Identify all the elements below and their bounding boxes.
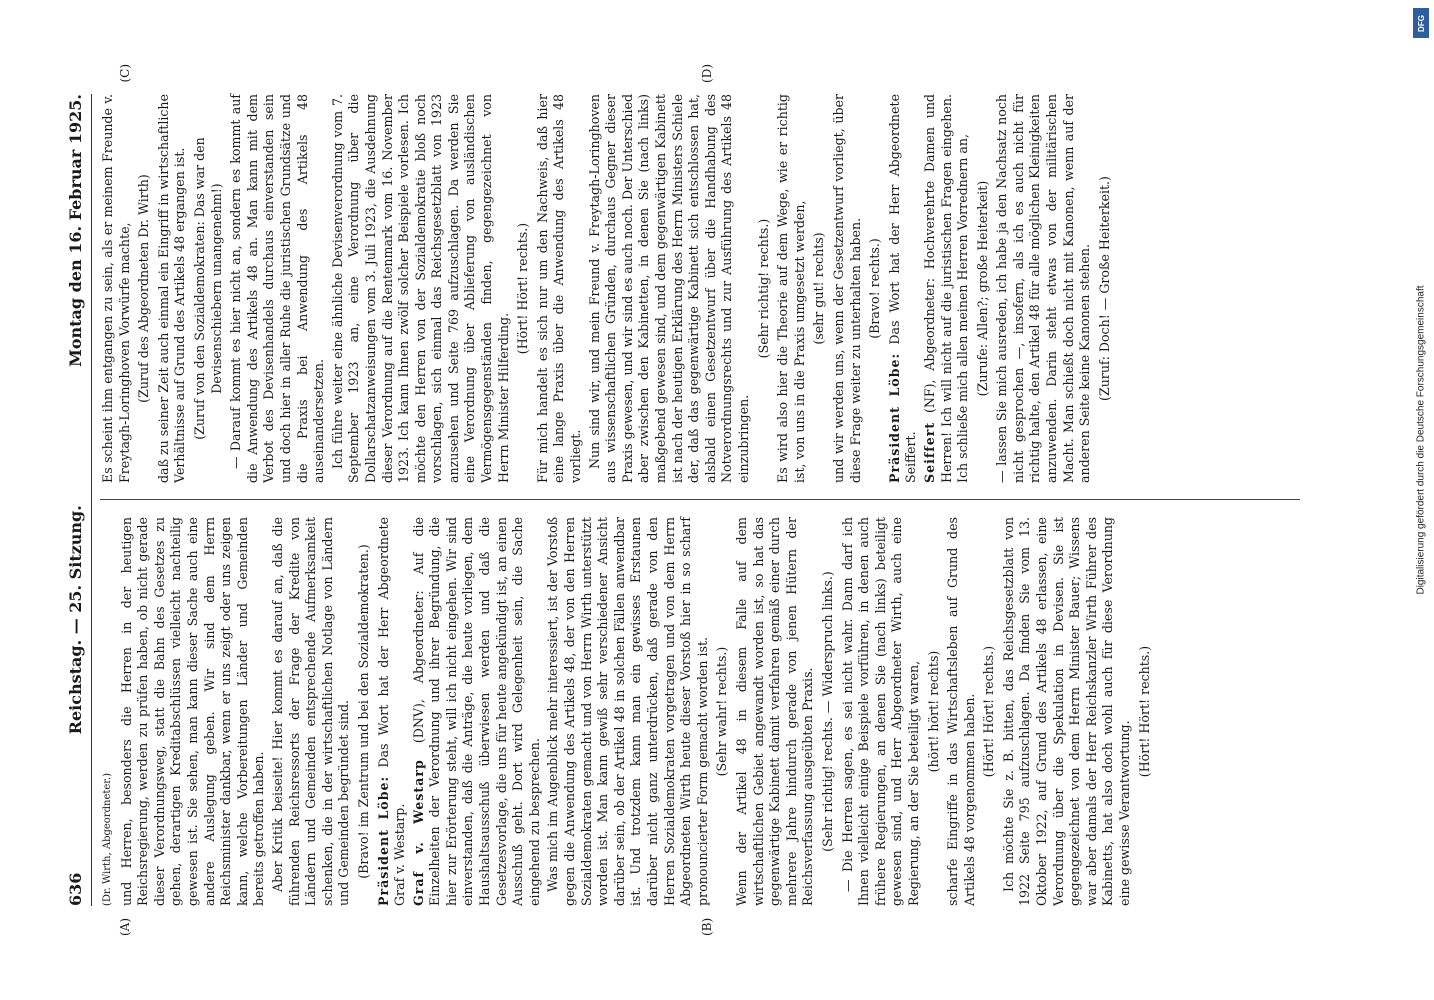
interjection: (Zuruf von den Sozialdemokraten: Das war den Devisenschiebern unangenehm!) — [191, 137, 224, 440]
interjection: (Bravo! rechts.) — [867, 238, 883, 339]
speaker-text: (NF), Abgeordneter: Hochverehrte Damen und Herren! Ich will nicht auf die juristischen Fragen eingehen. Ich schließe mich allen meinen Herren Vorrednern an, — [921, 94, 971, 483]
speaker-name: Seiffert — [921, 421, 937, 483]
digitization-note: Digitalisierung gefördert durch die Deutsche Forschungsgemeinschaft — [1415, 285, 1427, 595]
page-number: 636 — [66, 872, 85, 906]
dfg-logo: DFG — [1413, 8, 1429, 38]
interjection: (Sehr richtig! rechts.) — [755, 218, 771, 359]
speaker-name: Präsident Löbe: — [375, 775, 391, 906]
paragraph: Ich führe weiter eine ähnliche Devisenverordnung vom 7. September 1923 an, eine Verordnung über die Dollarschatzanweisungen vom 3. Juli 1923, die Ausdehnung dieser Verordnung auf die Rentenmark vom 16. November 1923. Ich kann Ihnen zwölf solcher Beispiele vorlesen. Ich möchte den Herren von der Sozialdemokratie bloß noch vorschlagen, sich einmal das Reichsgesetzblatt von 1923 anzusehen und Seite 769 aufzuschlagen. Da werden Sie eine Verordnung über Ablieferung von ausländischen Vermögensgegenständen finden, gegengezeichnet von Herrn Minister Hilferding. — [329, 94, 511, 483]
paragraph: Ich möchte Sie z. B. bitten, das Reichsgesetzblatt von 1922 Seite 795 aufzuschlagen. Da finden Sie vom 13. Oktober 1922, auf Grund des Artikels 48 erlassen, eine Verordnung über die Spekulation in Devisen. Sie ist gegengezeichnet von dem Herrn Minister Bauer; Wissens war aber damals der Herr Reichskanzler Wirth Führer des Kabinetts, hat also doch wohl auch für diese Verordnung eine gewisse Verantwortung. — [1000, 517, 1133, 906]
running-head — [66, 94, 92, 906]
speaker-entry — [887, 94, 920, 483]
paragraph: Es scheint ihm entgangen zu sein, als er meinem Freunde v. Freytagh-Loringhoven Vorwürfe machte, — [100, 94, 132, 483]
margin-label-d: (D) — [700, 64, 714, 83]
running-speaker: (Dr. Wirth, Abgeordneter.) — [102, 772, 113, 906]
right-column — [100, 94, 1300, 483]
speaker-text: (DNV), Abgeordneter: Auf die Einzelheiten der Verordnung und ihrer Begründung, die hier zur Erörterung steht, will ich nicht eingehen. Wir sind einverstanden, daß die Anträge, die heute vorliegen, dem Haushaltsausschuß überwiesen werden und daß die Gesetzesvorlage, die uns für heute angekündigt ist, an einen Ausschuß geht. Dort wird Gelegenheit sein, die Sache eingehend zu besprechen. — [410, 517, 542, 906]
interjection: (Zurufe: Allen?; große Heiterkeit) — [974, 180, 990, 397]
margin-label-b: (B) — [700, 917, 714, 936]
speaker-entry — [376, 517, 409, 906]
speaker-text: Das Wort hat der Herr Abgeordnete Graf v. Westarp. — [375, 517, 408, 906]
paragraph: Es wird also hier die Theorie auf dem Wege, wie er richtig ist, von uns in die Praxis umgesetzt werden, — [775, 94, 807, 483]
paragraph: und Herren, besonders die Herren in der heutigen Reichsregierung, werden zu prüfen haben, ob nicht gerade dieser Verordnungsweg, statt die Bahn des Gesetzes zu gehen, derartigen Kreditabschlüssen vielleicht nachteilig gewesen ist. Sie sehen, man kann dieser Sache auch eine andere Auslegung geben. Wir sind dem Herrn Reichsminister dankbar, wenn er uns zeigt oder uns zeigen kann, welche Vorbereitungen Länder und Gemeinden bereits getroffen haben. — [118, 517, 267, 906]
interjection: (Sehr richtig! rechts. — Widerspruch links.) — [819, 571, 835, 852]
header-date: Montag den 16. Februar 1925. — [66, 94, 85, 367]
interjection: (hört! hört! rechts) — [925, 650, 941, 773]
interjection: (sehr gut! rechts) — [811, 232, 827, 345]
interjection: (Hört! Hört! rechts.) — [1136, 645, 1152, 778]
paragraph: Für mich handelt es sich nur um den Nachweis, daß hier eine lange Praxis über die Anwendung des Artikels 48 vorliegt. — [534, 94, 584, 483]
speaker-name: Präsident Löbe: — [886, 352, 902, 483]
paragraph: Aber Kritik beiseite! Hier kommt es darauf an, daß die führenden Reichsressorts der Frage der Kredite von Ländern und Gemeinden entsprechende Aufmerksamkeit schenken, die in der wirtschaftlichen Notlage von Ländern und Gemeinden begründet sind. — [269, 517, 352, 906]
paragraph: und wir werden uns, wenn der Gesetzentwurf vorliegt, über diese Frage weiter zu unterhalten haben. — [830, 94, 863, 483]
speaker-text: Das Wort hat der Herr Abgeordnete Seiffert. — [886, 94, 919, 483]
digitization-strip — [1408, 0, 1434, 1000]
margin-label-a: (A) — [118, 917, 132, 936]
interjection: (Bravo! im Zentrum und bei den Sozialdemokraten.) — [355, 544, 371, 879]
interjection: (Zuruf: Doch! — Große Heiterkeit.) — [1096, 176, 1112, 401]
interjection: (Sehr wahr! rechts.) — [714, 646, 730, 777]
speaker-entry — [922, 94, 972, 483]
left-column — [100, 517, 1300, 906]
interjection: (Hört! Hört! rechts.) — [981, 645, 997, 778]
paragraph: — lassen Sie mich ausreden, ich habe ja den Nachsatz noch nicht gesprochen —, insofern, als ich es auch nicht für richtig halte, den Artikel 48 für alle möglichen Kleinigkeiten anzuwenden. Darin steht etwas von der militärischen Macht. Man schießt doch nicht mit Kanonen, wenn auf der anderen Seite keine Kanonen stehen. — [994, 94, 1093, 483]
speaker-name: Graf v. Westarp — [410, 759, 426, 906]
text-columns — [100, 64, 1300, 936]
paragraph: — Die Herren sagen, es sei nicht wahr. Dann darf ich Ihnen vielleicht einige Beispiele vorführen, in denen auch frühere Regierungen, an denen Sie (nach links) beteiligt gewesen sind, und Herr Abgeordneter Wirth, auch eine Regierung, an der Sie beteiligt waren, — [839, 517, 921, 906]
paragraph: daß zu seiner Zeit auch einmal ein Eingriff in wirtschaftliche Verhältnisse auf Grund des Artikels 48 ergangen ist. — [155, 94, 188, 483]
speaker-entry — [411, 517, 544, 906]
header-center: Reichstag. — 25. Sitzung. — [66, 505, 85, 735]
paragraph: scharfe Eingriffe in das Wirtschaftsleben auf Grund des Artikels 48 vorgenommen haben. — [945, 517, 977, 906]
interjection: (Hört! Hört! rechts.) — [515, 222, 531, 355]
margin-label-c: (C) — [118, 64, 132, 83]
paragraph: Was mich im Augenblick mehr interessiert, ist der Vorstoß gegen die Anwendung des Artikels 48, der von den Herren Sozialdemokraten gemacht und von Herrn Wirth unterstützt worden ist. Man kann gewiß sehr verschiedener Ansicht darüber sein, ob der Artikel 48 in solchen Fällen anwendbar ist. Und trotzdem kann man ein gewisses Erstaunen darüber nicht ganz unterdrücken, daß gerade von den Herren Sozialdemokraten vorgetragen und von dem Herrn Abgeordneten Wirth heute dieser Vorstoß hier in so scharf pronouncierter Form gemacht worden ist. — [545, 517, 710, 906]
scanned-page — [40, 60, 1340, 940]
paragraph: Nun sind wir, und mein Freund v. Freytagh-Loringhoven aus wissenschaftlichen Gründen, durchaus Gegner dieser Praxis gewesen, und wir sind es auch noch. Der Unterschied aber zwischen den Kabinetten, in denen Sie (nach links) maßgebend gewesen sind, und dem gegenwärtigen Kabinett ist nach der heutigen Erklärung des Herrn Ministers Schiele der, daß das gegenwärtige Kabinett sich entschlossen hat, alsbald einen Gesetzentwurf über die Handhabung des Notverordnungsrechts und zur Ausführung des Artikels 48 einzubringen. — [586, 94, 751, 483]
paragraph: Wenn der Artikel 48 in diesem Falle auf dem wirtschaftlichen Gebiet angewandt worden ist, so hat das gegenwärtige Kabinett damit verfahren gemäß einer durch mehrere Jahre hindurch gerade von jenen Hütern der Reichsverfassung ausgeübten Praxis. — [733, 517, 816, 906]
interjection: (Zuruf des Abgeordneten Dr. Wirth) — [136, 174, 152, 403]
paragraph: — Darauf kommt es hier nicht an, sondern es kommt auf die Anwendung des Artikels 48 an. Man kann mit dem Verbot des Devisenhandels durchaus einverstanden sein und doch hier in aller Ruhe die juristischen Grundsätze und die Praxis bei Anwendung des Artikels 48 auseinandersetzen. — [228, 94, 327, 483]
